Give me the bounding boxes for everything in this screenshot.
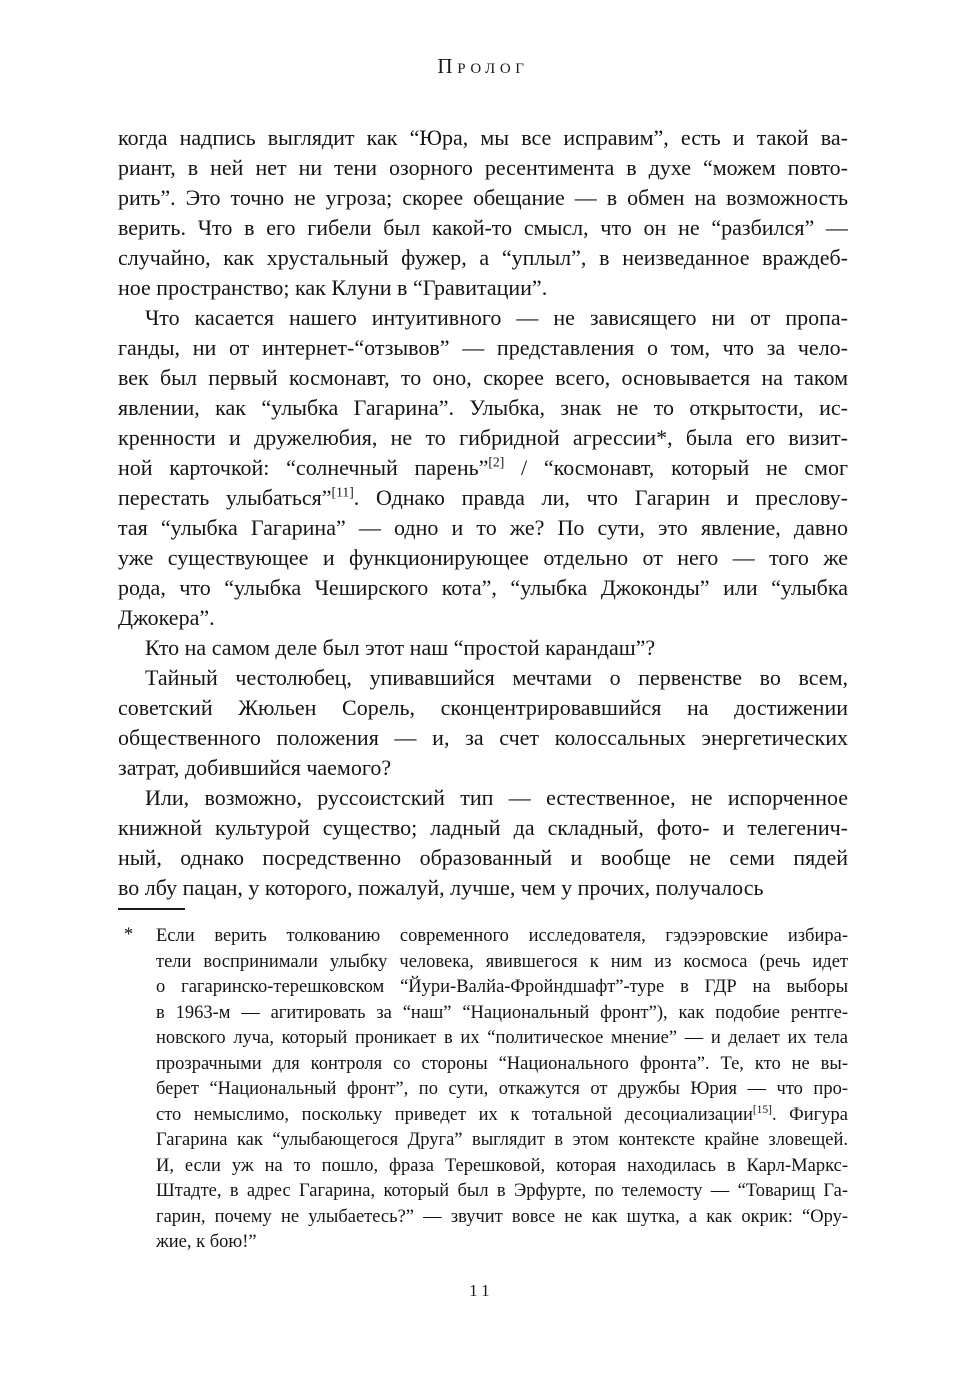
- paragraph: [118, 303, 848, 633]
- footnote: [118, 924, 848, 1256]
- paragraph: [118, 123, 848, 303]
- text-line: рода, что “улыбка Чеширского кота”, “улыбка Джоконды” или “улыбка: [118, 575, 848, 600]
- text-line: Тайный честолюбец, упивавшийся мечтами о первенстве во всем,: [145, 665, 848, 690]
- text-line: книжной культурой существо; ладный да складный, фото- и телегенич-: [118, 815, 848, 840]
- text-line: век был первый космонавт, то оно, скорее всего, основывается на таком: [118, 365, 848, 390]
- text-line: Что касается нашего интуитивного — не зависящего ни от пропа-: [145, 305, 848, 330]
- footnote-line: Штадте, в адрес Гагарина, который был в Эрфурте, по телемосту — “Товарищ Га-: [156, 1181, 848, 1201]
- text-line: ный, однако посредственно образованный и вообще не семи пядей: [118, 845, 848, 870]
- footnote-line: Если верить толкованию современного исследователя, гэдээровские избира-: [156, 926, 848, 946]
- text-line: тая “улыбка Гагарина” — одно и то же? По сути, это явление, давно: [118, 515, 848, 540]
- footnote-line: жие, к бою!”: [156, 1232, 257, 1252]
- text-line: верить. Что в его гибели был какой-то смысл, что он не “разбился” —: [118, 215, 848, 240]
- text-line: уже существующее и функционирующее отдельно от него — того же: [118, 545, 848, 570]
- running-head: Пролог: [437, 54, 529, 78]
- footnote-line: новского луча, который проникает в их “политическое мнение” — и делает их тела: [156, 1028, 848, 1048]
- text-line: Джокера”.: [118, 605, 215, 630]
- text-line: явлении, как “улыбка Гагарина”. Улыбка, знак не то открытости, ис-: [118, 395, 848, 420]
- footnote-line: сто немыслимо, поскольку приведет их к тотальной десоциализации[15]. Фигура: [156, 1103, 848, 1125]
- text-line: рить”. Это точно не угроза; скорее обещание — в обмен на возможность: [118, 185, 848, 210]
- text-line: во лбу пацан, у которого, пожалуй, лучше, чем у прочих, получалось: [118, 875, 764, 900]
- footnote-line: тели воспринимали улыбку человека, явившегося к ним из космоса (речь идет: [156, 951, 848, 972]
- footnote-line: прозрачными для контроля со стороны “Национального фронта”. Те, кто не вы-: [156, 1053, 848, 1074]
- footnote-line: берет “Национальный фронт”, по сути, откажутся от дружбы Юрия — что про-: [156, 1079, 848, 1099]
- text-line: риант, в ней нет ни тени озорного ресентимента в духе “можем повто-: [118, 155, 848, 180]
- footnote-line: гарин, почему не улыбаетесь?” — звучит вовсе не как шутка, а как окрик: “Ору-: [156, 1206, 848, 1227]
- footnote-line: Гагарина как “улыбающегося Друга” выглядит в этом контексте крайне зловещей.: [156, 1130, 848, 1150]
- footnote-asterisk: *: [124, 925, 134, 945]
- text-line: советский Жюльен Сорель, сконцентрировавшийся на достижении: [118, 695, 848, 720]
- text-line: ганды, ни от интернет-“отзывов” — представления о том, что за чело-: [118, 335, 848, 360]
- page-number: 11: [469, 1281, 494, 1300]
- text-line: кренности и дружелюбия, не то гибридной агрессии*, была его визит-: [118, 425, 848, 450]
- paragraph: [118, 663, 848, 783]
- text-line: когда надпись выглядит как “Юра, мы все исправим”, есть и такой ва-: [118, 125, 848, 150]
- text-line: затрат, добившийся чаемого?: [118, 755, 392, 780]
- footnote-ref: [15]: [752, 1103, 772, 1116]
- footnote-ref: [11]: [331, 484, 354, 500]
- footnote-line: И, если уж на то пошло, фраза Терешковой, которая находилась в Карл-Маркс-: [156, 1155, 848, 1176]
- footnote-line: о гагаринско-терешковском “Йури-Валйа-Фройндшафт”-туре в ГДР на выборы: [156, 977, 848, 997]
- text-line: ной карточкой: “солнечный парень”[2] / “космонавт, который не смог: [118, 454, 848, 480]
- footnote-separator: [118, 908, 185, 910]
- paragraph: [118, 783, 848, 903]
- text-line: ное пространство; как Клуни в “Гравитации”.: [118, 275, 548, 300]
- text-line: случайно, как хрустальный фужер, а “уплыл”, в неизведанное враждеб-: [118, 245, 848, 270]
- paragraph: [118, 633, 848, 663]
- footnote-line: в 1963-м — агитировать за “наш” “Национальный фронт”), как подобие рентге-: [156, 1002, 848, 1023]
- footnote-ref: [2]: [488, 454, 505, 470]
- text-line: Или, возможно, руссоистский тип — естественное, не испорченное: [145, 785, 848, 810]
- body-text: [118, 123, 848, 903]
- text-line: перестать улыбаться”[11]. Однако правда ли, что Гагарин и преслову-: [118, 484, 848, 510]
- text-line: Кто на самом деле был этот наш “простой карандаш”?: [145, 635, 656, 660]
- text-line: общественного положения — и, за счет колоссальных энергетических: [118, 725, 848, 750]
- footnote-text: [156, 924, 848, 1256]
